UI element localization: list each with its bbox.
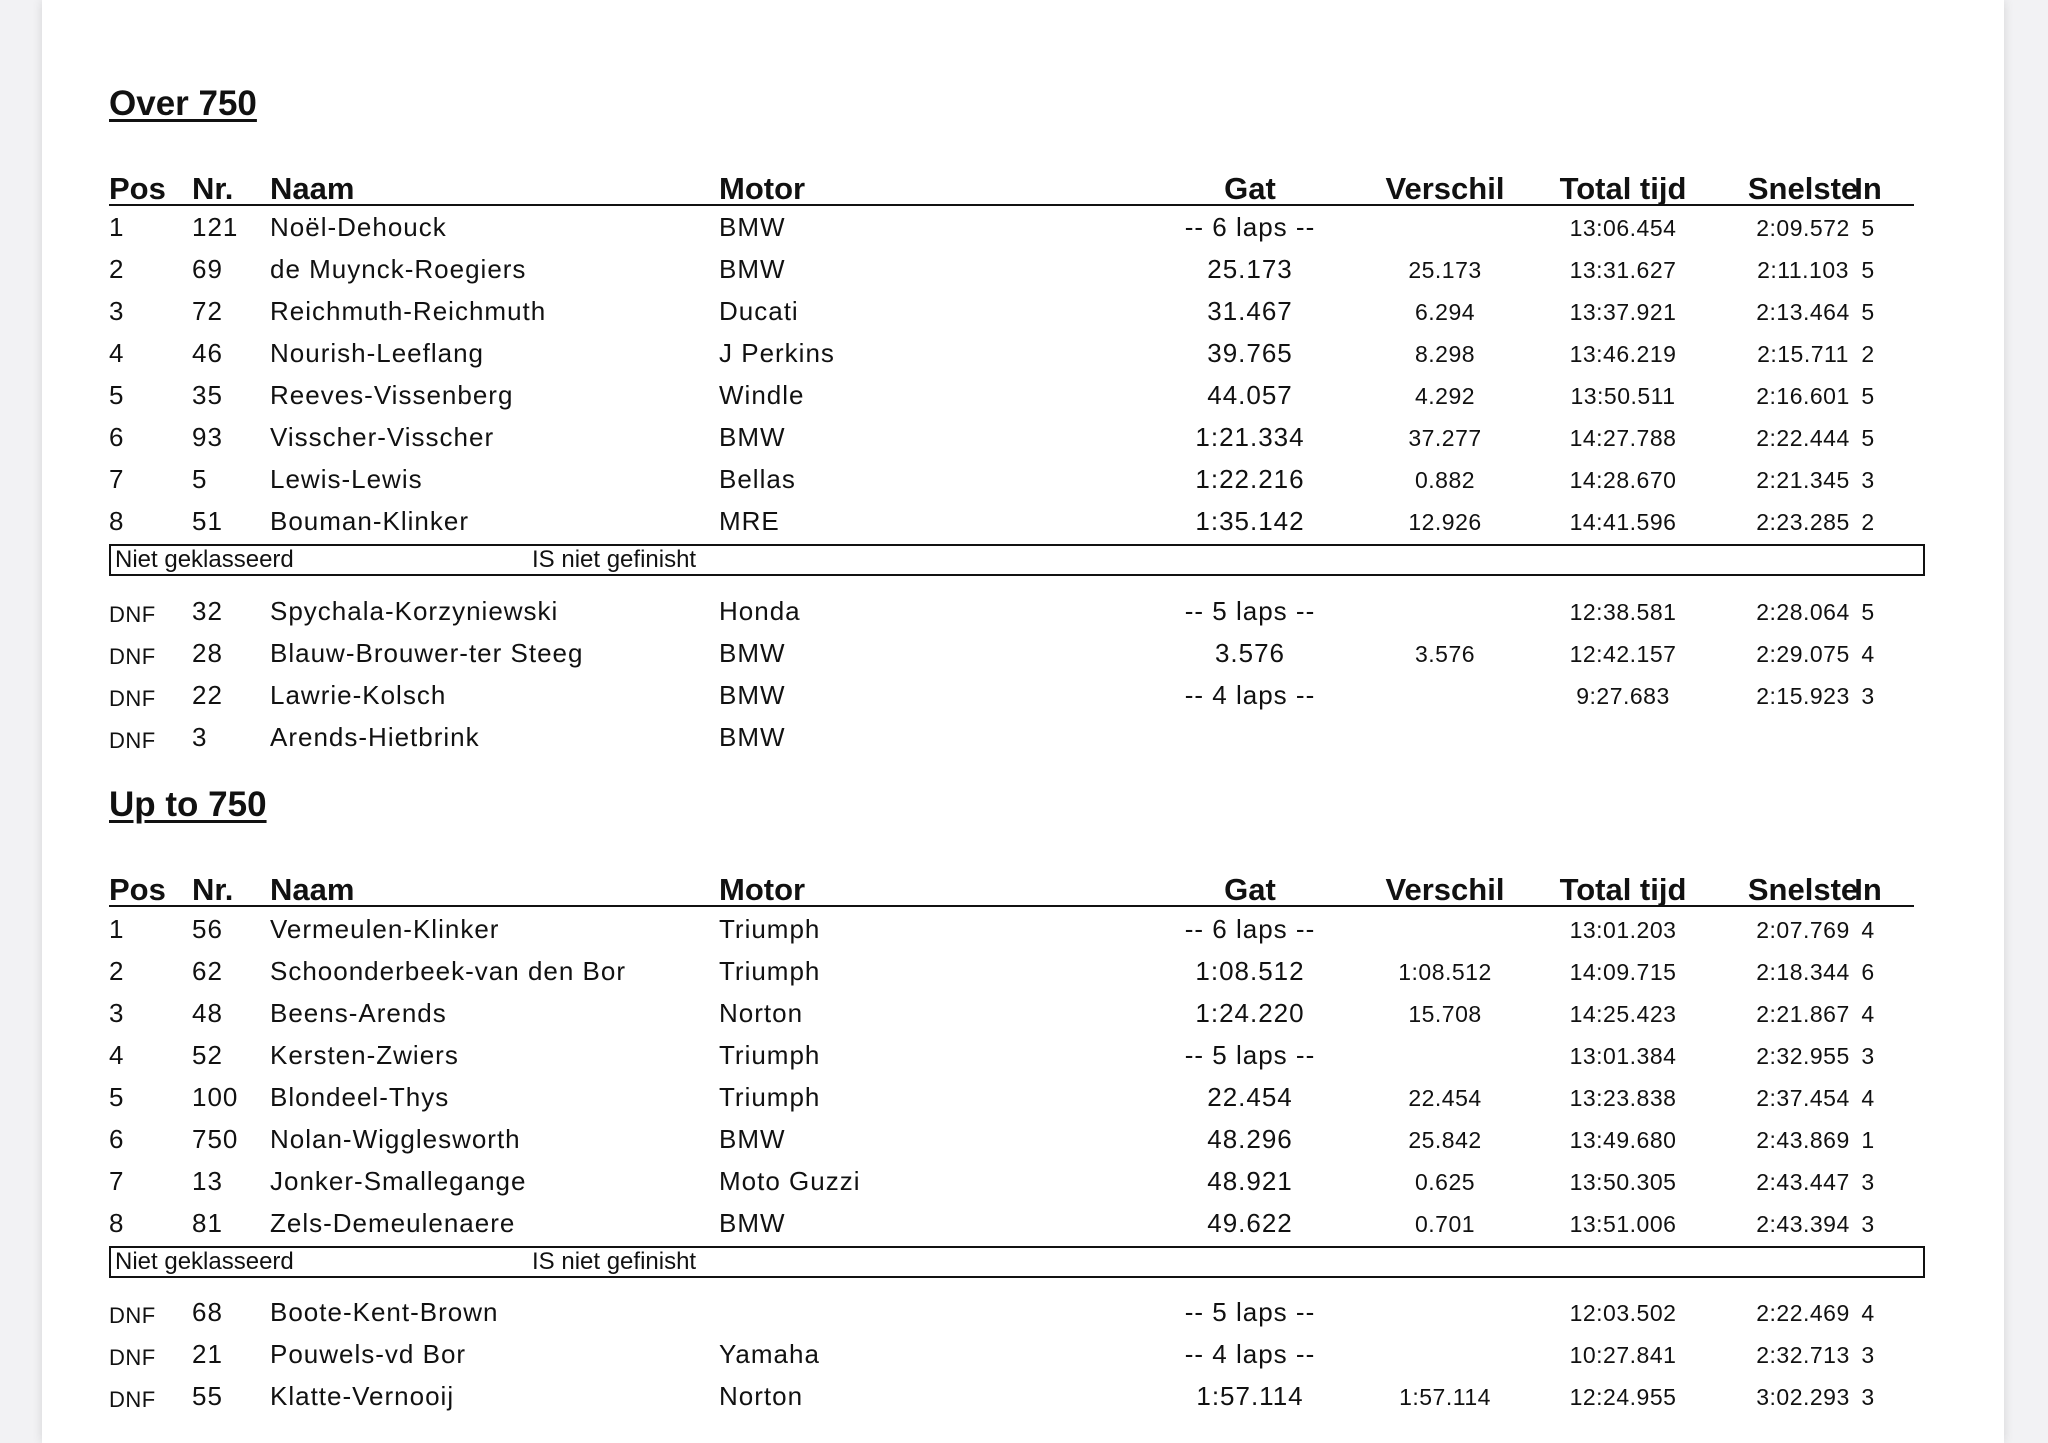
pos-cell: 1 (109, 212, 125, 242)
verschil-cell: 25.842 (1408, 1127, 1482, 1153)
snelste-cell: 2:29.075 (1756, 641, 1850, 667)
verschil-cell: 6.294 (1414, 299, 1476, 325)
table-row (109, 990, 1914, 1032)
header-nr: Nr. (192, 872, 234, 907)
nr-cell: 35 (192, 380, 223, 410)
header-pos: Pos (109, 171, 166, 206)
pos-cell: 8 (109, 506, 125, 536)
in-cell: 2 (1861, 509, 1875, 535)
gat-cell: 1:35.142 (1195, 506, 1305, 536)
section-title: Up to 750 (109, 785, 267, 824)
gat-cell: 1:22.216 (1195, 464, 1305, 494)
in-cell: 5 (1861, 257, 1875, 283)
gat-cell: 31.467 (1207, 296, 1293, 326)
naam-cell: Lawrie-Kolsch (270, 680, 447, 710)
naam-cell: Blondeel-Thys (270, 1082, 450, 1112)
header-naam: Naam (270, 171, 355, 206)
naam-cell: Noël-Dehouck (270, 212, 447, 242)
dnf-row (109, 588, 1914, 630)
verschil-cell: 4.292 (1414, 383, 1476, 409)
table-row (109, 1158, 1914, 1200)
pos-cell: 8 (109, 1208, 125, 1238)
header-total-tijd: Total tijd (1559, 872, 1687, 907)
in-cell: 3 (1861, 1342, 1875, 1368)
total-tijd-cell: 12:24.955 (1569, 1384, 1677, 1410)
total-tijd-cell: 13:50.305 (1569, 1169, 1677, 1195)
verschil-cell: 37.277 (1408, 425, 1482, 451)
naam-cell: Nourish-Leeflang (270, 338, 485, 368)
motor-cell: Yamaha (719, 1339, 820, 1369)
in-cell: 6 (1861, 959, 1875, 985)
pos-cell: DNF (109, 1387, 156, 1412)
naam-cell: Pouwels-vd Bor (270, 1339, 467, 1369)
table-row (109, 414, 1914, 456)
naam-cell: Jonker-Smallegange (270, 1166, 527, 1196)
pos-cell: 7 (109, 1166, 125, 1196)
pos-cell: 3 (109, 998, 125, 1028)
motor-cell: Triumph (719, 914, 821, 944)
table-row (109, 906, 1914, 948)
in-cell: 5 (1861, 425, 1875, 451)
dnf-row (109, 1331, 1914, 1373)
gat-cell: 25.173 (1207, 254, 1293, 284)
in-cell: 3 (1861, 1169, 1875, 1195)
gat-cell: 1:08.512 (1195, 956, 1305, 986)
gat-cell: -- 4 laps -- (1184, 1339, 1316, 1369)
pos-cell: 1 (109, 914, 125, 944)
nr-cell: 121 (192, 212, 239, 242)
snelste-cell: 2:43.447 (1756, 1169, 1850, 1195)
total-tijd-cell: 13:51.006 (1569, 1211, 1677, 1237)
pos-cell: 3 (109, 296, 125, 326)
nr-cell: 3 (192, 722, 208, 752)
pos-cell: 6 (109, 422, 125, 452)
naam-cell: Schoonderbeek-van den Bor (270, 956, 627, 986)
motor-cell: Bellas (719, 464, 796, 494)
table-row (109, 288, 1914, 330)
verschil-cell: 12.926 (1408, 509, 1482, 535)
nr-cell: 56 (192, 914, 223, 944)
gat-cell: 49.622 (1207, 1208, 1293, 1238)
table-row (109, 330, 1914, 372)
gat-cell: -- 6 laps -- (1184, 212, 1316, 242)
naam-cell: Lewis-Lewis (270, 464, 423, 494)
total-tijd-cell: 14:28.670 (1569, 467, 1677, 493)
gat-cell: 48.921 (1207, 1166, 1293, 1196)
snelste-cell: 2:18.344 (1756, 959, 1850, 985)
total-tijd-cell: 12:42.157 (1569, 641, 1677, 667)
in-cell: 5 (1861, 215, 1875, 241)
naam-cell: Nolan-Wigglesworth (270, 1124, 521, 1154)
dnf-row (109, 672, 1914, 714)
pos-cell: 5 (109, 1082, 125, 1112)
in-cell: 4 (1861, 641, 1875, 667)
header-motor: Motor (719, 171, 806, 206)
total-tijd-cell: 13:01.203 (1569, 917, 1677, 943)
verschil-cell: 3.576 (1414, 641, 1476, 667)
snelste-cell: 2:32.713 (1756, 1342, 1850, 1368)
in-cell: 5 (1861, 383, 1875, 409)
header-snelste: Snelste (1747, 872, 1859, 907)
total-tijd-cell: 14:41.596 (1569, 509, 1677, 535)
gat-cell: -- 5 laps -- (1184, 1040, 1316, 1070)
table-row (109, 498, 1914, 540)
verschil-cell: 8.298 (1414, 341, 1476, 367)
naam-cell: Klatte-Vernooij (270, 1381, 455, 1411)
motor-cell: BMW (719, 254, 786, 284)
total-tijd-cell: 13:50.511 (1570, 383, 1676, 409)
in-cell: 4 (1861, 917, 1875, 943)
in-cell: 5 (1861, 599, 1875, 625)
table-row (109, 1074, 1914, 1116)
in-cell: 3 (1861, 1384, 1875, 1410)
nr-cell: 100 (192, 1082, 239, 1112)
dnf-row (109, 1289, 1914, 1331)
motor-cell: BMW (719, 1124, 786, 1154)
dnf-row (109, 1373, 1914, 1415)
pos-cell: 5 (109, 380, 125, 410)
snelste-cell: 2:43.869 (1756, 1127, 1850, 1153)
snelste-cell: 2:21.867 (1756, 1001, 1850, 1027)
table-header (109, 164, 1914, 206)
gat-cell: -- 5 laps -- (1184, 596, 1316, 626)
pos-cell: DNF (109, 644, 156, 669)
total-tijd-cell: 14:09.715 (1569, 959, 1677, 985)
naam-cell: Boote-Kent-Brown (270, 1297, 499, 1327)
motor-cell: Windle (719, 380, 805, 410)
not-classified-banner (109, 544, 1925, 576)
in-cell: 2 (1861, 341, 1875, 367)
pos-cell: 4 (109, 1040, 125, 1070)
gat-cell: 1:24.220 (1195, 998, 1305, 1028)
snelste-cell: 3:02.293 (1756, 1384, 1850, 1410)
motor-cell: Honda (719, 596, 801, 626)
snelste-cell: 2:43.394 (1756, 1211, 1850, 1237)
naam-cell: Beens-Arends (270, 998, 447, 1028)
header-in: In (1854, 171, 1882, 206)
pos-cell: 6 (109, 1124, 125, 1154)
not-classified-label: Niet geklasseerd (115, 546, 294, 573)
snelste-cell: 2:21.345 (1756, 467, 1850, 493)
total-tijd-cell: 9:27.683 (1576, 683, 1670, 709)
pos-cell: 7 (109, 464, 125, 494)
verschil-cell: 15.708 (1408, 1001, 1482, 1027)
nr-cell: 81 (192, 1208, 223, 1238)
gat-cell: 1:21.334 (1195, 422, 1305, 452)
in-cell: 4 (1861, 1001, 1875, 1027)
motor-cell: Norton (719, 998, 804, 1028)
header-verschil: Verschil (1385, 171, 1505, 206)
results-page (42, 0, 2004, 1443)
snelste-cell: 2:28.064 (1756, 599, 1850, 625)
nr-cell: 72 (192, 296, 223, 326)
pos-cell: DNF (109, 1345, 156, 1370)
total-tijd-cell: 13:01.384 (1569, 1043, 1677, 1069)
motor-cell: Moto Guzzi (719, 1166, 861, 1196)
total-tijd-cell: 14:25.423 (1569, 1001, 1677, 1027)
header-total-tijd: Total tijd (1559, 171, 1687, 206)
header-gat: Gat (1224, 872, 1276, 907)
snelste-cell: 2:09.572 (1756, 215, 1850, 241)
gat-cell: 44.057 (1207, 380, 1293, 410)
motor-cell: BMW (719, 680, 786, 710)
table-row (109, 1116, 1914, 1158)
total-tijd-cell: 14:27.788 (1569, 425, 1677, 451)
snelste-cell: 2:22.469 (1756, 1300, 1850, 1326)
nr-cell: 68 (192, 1297, 223, 1327)
table-row (109, 204, 1914, 246)
naam-cell: Zels-Demeulenaere (270, 1208, 516, 1238)
header-naam: Naam (270, 872, 355, 907)
nr-cell: 51 (192, 506, 223, 536)
header-verschil: Verschil (1385, 872, 1505, 907)
motor-cell: BMW (719, 638, 786, 668)
motor-cell: BMW (719, 422, 786, 452)
not-classified-label: Niet geklasseerd (115, 1248, 294, 1275)
snelste-cell: 2:11.103 (1757, 257, 1849, 283)
gat-cell: -- 5 laps -- (1184, 1297, 1316, 1327)
in-cell: 5 (1861, 299, 1875, 325)
verschil-cell: 1:08.512 (1398, 959, 1492, 985)
nr-cell: 69 (192, 254, 223, 284)
table-row (109, 1200, 1914, 1242)
in-cell: 1 (1861, 1127, 1875, 1153)
table-row (109, 372, 1914, 414)
motor-cell: BMW (719, 722, 786, 752)
verschil-cell: 22.454 (1408, 1085, 1482, 1111)
table-row (109, 456, 1914, 498)
gat-cell: 3.576 (1214, 638, 1286, 668)
gat-cell: 48.296 (1207, 1124, 1293, 1154)
pos-cell: DNF (109, 602, 156, 627)
header-motor: Motor (719, 872, 806, 907)
nr-cell: 62 (192, 956, 223, 986)
header-snelste: Snelste (1747, 171, 1859, 206)
naam-cell: Reichmuth-Reichmuth (270, 296, 547, 326)
nr-cell: 21 (192, 1339, 223, 1369)
motor-cell: Triumph (719, 1082, 821, 1112)
naam-cell: Kersten-Zwiers (270, 1040, 459, 1070)
dnf-row (109, 630, 1914, 672)
verschil-cell: 0.625 (1414, 1169, 1476, 1195)
in-cell: 3 (1861, 467, 1875, 493)
naam-cell: Bouman-Klinker (270, 506, 469, 536)
naam-cell: Vermeulen-Klinker (270, 914, 500, 944)
verschil-cell: 0.882 (1414, 467, 1476, 493)
nr-cell: 32 (192, 596, 223, 626)
nr-cell: 48 (192, 998, 223, 1028)
nr-cell: 13 (192, 1166, 223, 1196)
snelste-cell: 2:32.955 (1756, 1043, 1850, 1069)
in-cell: 3 (1861, 1211, 1875, 1237)
in-cell: 4 (1861, 1085, 1875, 1111)
motor-cell: Triumph (719, 956, 821, 986)
nr-cell: 750 (192, 1124, 239, 1154)
verschil-cell: 1:57.114 (1399, 1384, 1491, 1410)
gat-cell: 39.765 (1207, 338, 1293, 368)
pos-cell: DNF (109, 728, 156, 753)
snelste-cell: 2:37.454 (1756, 1085, 1850, 1111)
table-row (109, 948, 1914, 990)
total-tijd-cell: 13:46.219 (1569, 341, 1677, 367)
table-row (109, 1032, 1914, 1074)
dnf-row (109, 714, 1914, 756)
nr-cell: 52 (192, 1040, 223, 1070)
pos-cell: 4 (109, 338, 125, 368)
naam-cell: Arends-Hietbrink (270, 722, 480, 752)
pos-cell: 2 (109, 956, 125, 986)
verschil-cell: 25.173 (1408, 257, 1482, 283)
gat-cell: -- 6 laps -- (1184, 914, 1316, 944)
not-classified-reason: IS niet gefinisht (532, 546, 697, 573)
nr-cell: 28 (192, 638, 223, 668)
naam-cell: de Muynck-Roegiers (270, 254, 527, 284)
naam-cell: Visscher-Visscher (270, 422, 495, 452)
motor-cell: BMW (719, 212, 786, 242)
total-tijd-cell: 13:31.627 (1569, 257, 1677, 283)
snelste-cell: 2:15.923 (1756, 683, 1850, 709)
naam-cell: Blauw-Brouwer-ter Steeg (270, 638, 584, 668)
nr-cell: 5 (192, 464, 208, 494)
nr-cell: 93 (192, 422, 223, 452)
motor-cell: Norton (719, 1381, 804, 1411)
motor-cell: Triumph (719, 1040, 821, 1070)
total-tijd-cell: 13:23.838 (1569, 1085, 1677, 1111)
motor-cell: MRE (719, 506, 780, 536)
header-gat: Gat (1224, 171, 1276, 206)
snelste-cell: 2:13.464 (1756, 299, 1850, 325)
nr-cell: 46 (192, 338, 223, 368)
nr-cell: 22 (192, 680, 223, 710)
snelste-cell: 2:07.769 (1756, 917, 1850, 943)
header-nr: Nr. (192, 171, 234, 206)
gat-cell: 22.454 (1207, 1082, 1293, 1112)
not-classified-reason: IS niet gefinisht (532, 1248, 697, 1275)
total-tijd-cell: 13:49.680 (1569, 1127, 1677, 1153)
pos-cell: DNF (109, 1303, 156, 1328)
in-cell: 3 (1861, 683, 1875, 709)
not-classified-banner (109, 1246, 1925, 1278)
snelste-cell: 2:15.711 (1757, 341, 1849, 367)
total-tijd-cell: 10:27.841 (1569, 1342, 1677, 1368)
table-header (109, 865, 1914, 907)
total-tijd-cell: 13:06.454 (1569, 215, 1677, 241)
gat-cell: -- 4 laps -- (1184, 680, 1316, 710)
snelste-cell: 2:22.444 (1756, 425, 1850, 451)
total-tijd-cell: 12:38.581 (1569, 599, 1677, 625)
section-title: Over 750 (109, 84, 257, 123)
naam-cell: Reeves-Vissenberg (270, 380, 514, 410)
total-tijd-cell: 13:37.921 (1569, 299, 1677, 325)
motor-cell: BMW (719, 1208, 786, 1238)
motor-cell: J Perkins (719, 338, 835, 368)
header-pos: Pos (109, 872, 166, 907)
nr-cell: 55 (192, 1381, 223, 1411)
snelste-cell: 2:16.601 (1756, 383, 1850, 409)
verschil-cell: 0.701 (1414, 1211, 1476, 1237)
pos-cell: 2 (109, 254, 125, 284)
in-cell: 4 (1861, 1300, 1875, 1326)
naam-cell: Spychala-Korzyniewski (270, 596, 559, 626)
motor-cell: Ducati (719, 296, 799, 326)
header-in: In (1854, 872, 1882, 907)
snelste-cell: 2:23.285 (1756, 509, 1850, 535)
in-cell: 3 (1861, 1043, 1875, 1069)
pos-cell: DNF (109, 686, 156, 711)
total-tijd-cell: 12:03.502 (1569, 1300, 1677, 1326)
table-row (109, 246, 1914, 288)
gat-cell: 1:57.114 (1196, 1381, 1304, 1411)
